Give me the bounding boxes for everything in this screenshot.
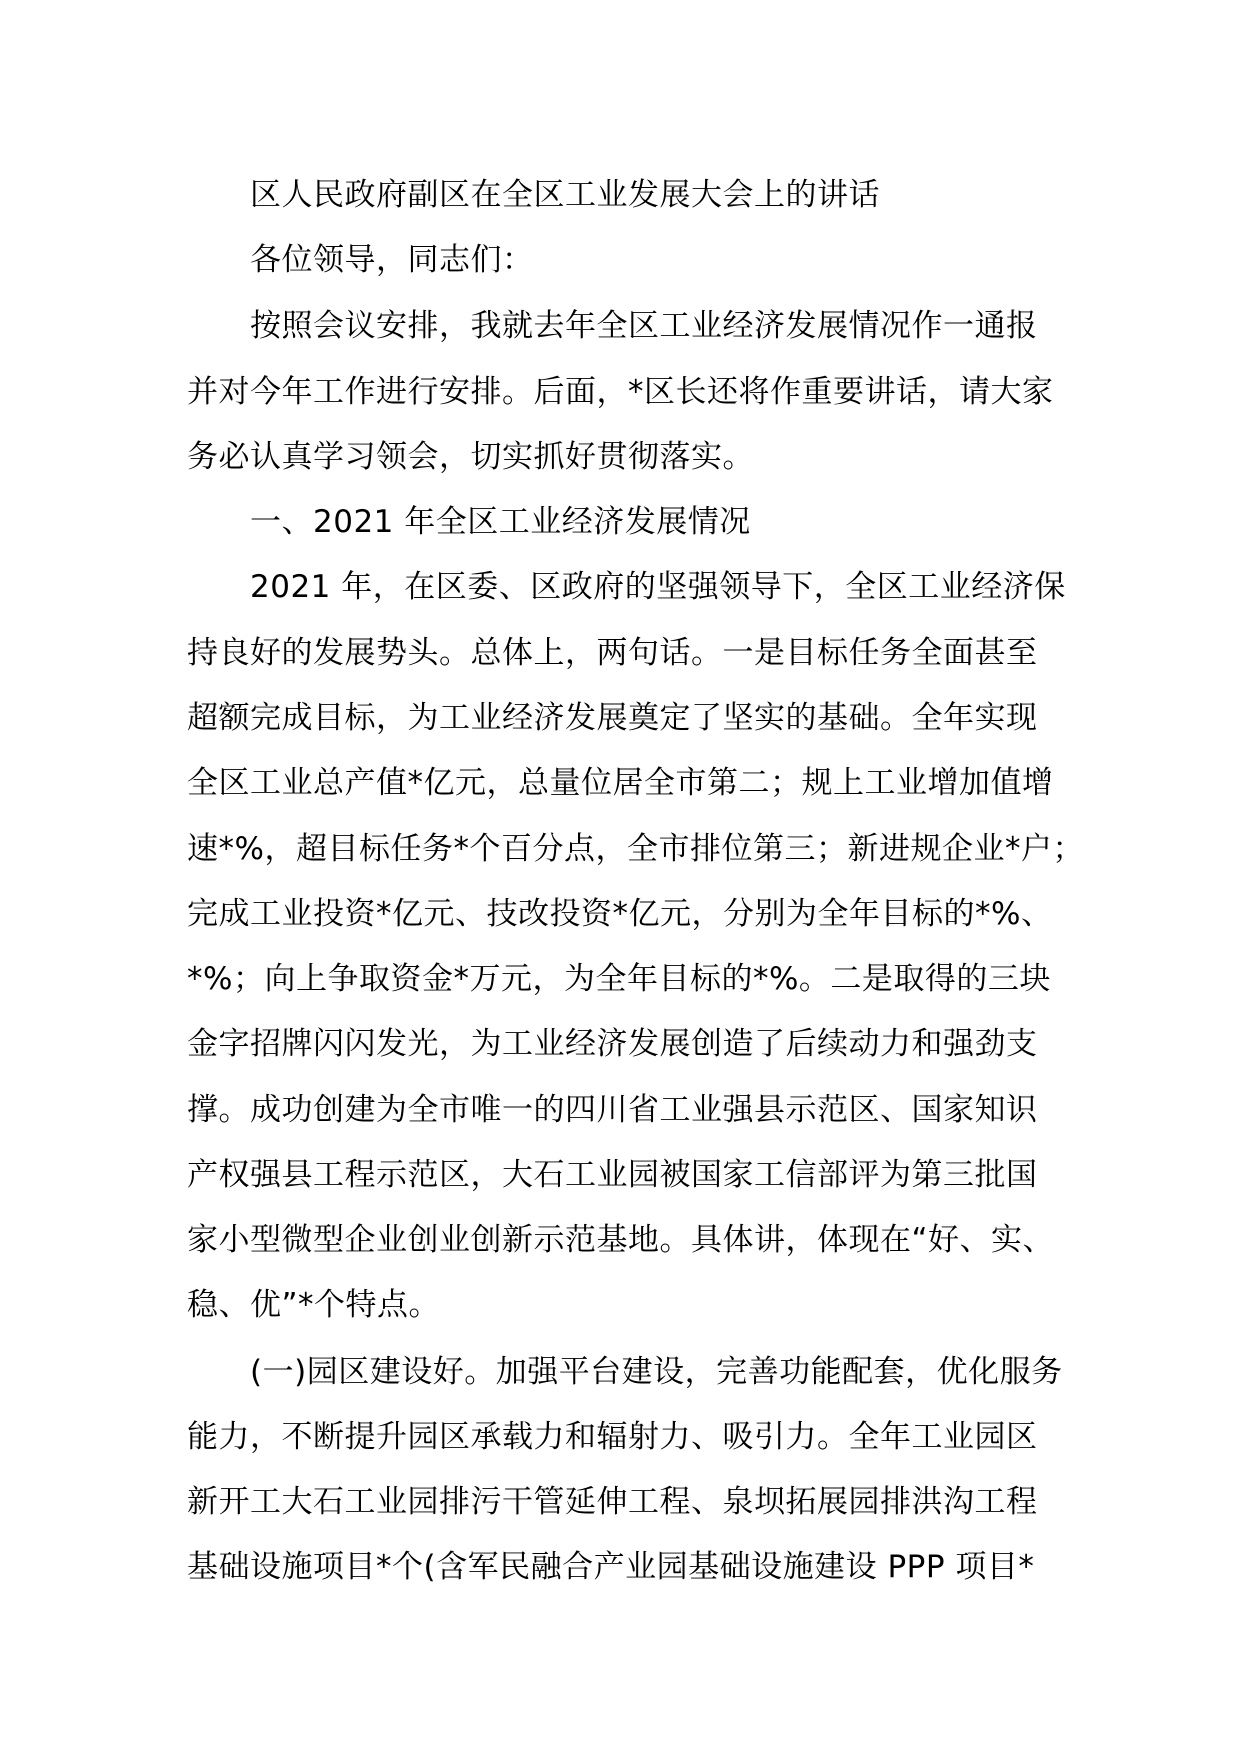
paragraph-line: 按照会议安排，我就去年全区工业经济发展情况作一通报 [250, 308, 1038, 344]
paragraph-line: 全区工业总产值*亿元，总量位居全市第二；规上工业增加值增 [187, 765, 1054, 801]
paragraph-line: 新开工大石工业园排污干管延伸工程、泉坝拓展园排洪沟工程 [187, 1484, 1038, 1520]
paragraph-line: 并对今年工作进行安排。后面，*区长还将作重要讲话，请大家 [187, 374, 1054, 410]
paragraph-line: *%；向上争取资金*万元，为全年目标的*%。二是取得的三块 [187, 961, 1051, 997]
paragraph-line: (一)园区建设好。加强平台建设，完善功能配套，优化服务 [250, 1354, 1063, 1390]
paragraph-line: 2021 年，在区委、区政府的坚强领导下，全区工业经济保 [250, 569, 1066, 605]
section-heading: 一、2021 年全区工业经济发展情况 [250, 504, 751, 540]
greeting-line: 各位领导，同志们： [250, 242, 534, 278]
paragraph-line: 持良好的发展势头。总体上，两句话。一是目标任务全面甚至 [187, 635, 1038, 671]
document-title: 区人民政府副区在全区工业发展大会上的讲话 [250, 177, 880, 213]
paragraph-line: 速*%，超目标任务*个百分点，全市排位第三；新进规企业*户； [187, 831, 1084, 867]
paragraph-line: 家小型微型企业创业创新示范基地。具体讲，体现在“好、实、 [187, 1222, 1055, 1258]
paragraph-line: 基础设施项目*个(含军民融合产业园基础设施建设 PPP 项目* [187, 1549, 1035, 1585]
paragraph-line: 稳、优”*个特点。 [187, 1287, 441, 1323]
paragraph-line: 超额完成目标，为工业经济发展奠定了坚实的基础。全年实现 [187, 700, 1038, 736]
paragraph-line: 撑。成功创建为全市唯一的四川省工业强县示范区、国家知识 [187, 1092, 1038, 1128]
paragraph-line: 产权强县工程示范区，大石工业园被国家工信部评为第三批国 [187, 1157, 1038, 1193]
paragraph-line: 完成工业投资*亿元、技改投资*亿元，分别为全年目标的*%、 [187, 896, 1053, 932]
paragraph-line: 能力，不断提升园区承载力和辐射力、吸引力。全年工业园区 [187, 1419, 1038, 1455]
paragraph-line: 金字招牌闪闪发光，为工业经济发展创造了后续动力和强劲支 [187, 1026, 1038, 1062]
paragraph-line: 务必认真学习领会，切实抓好贯彻落实。 [187, 439, 754, 475]
